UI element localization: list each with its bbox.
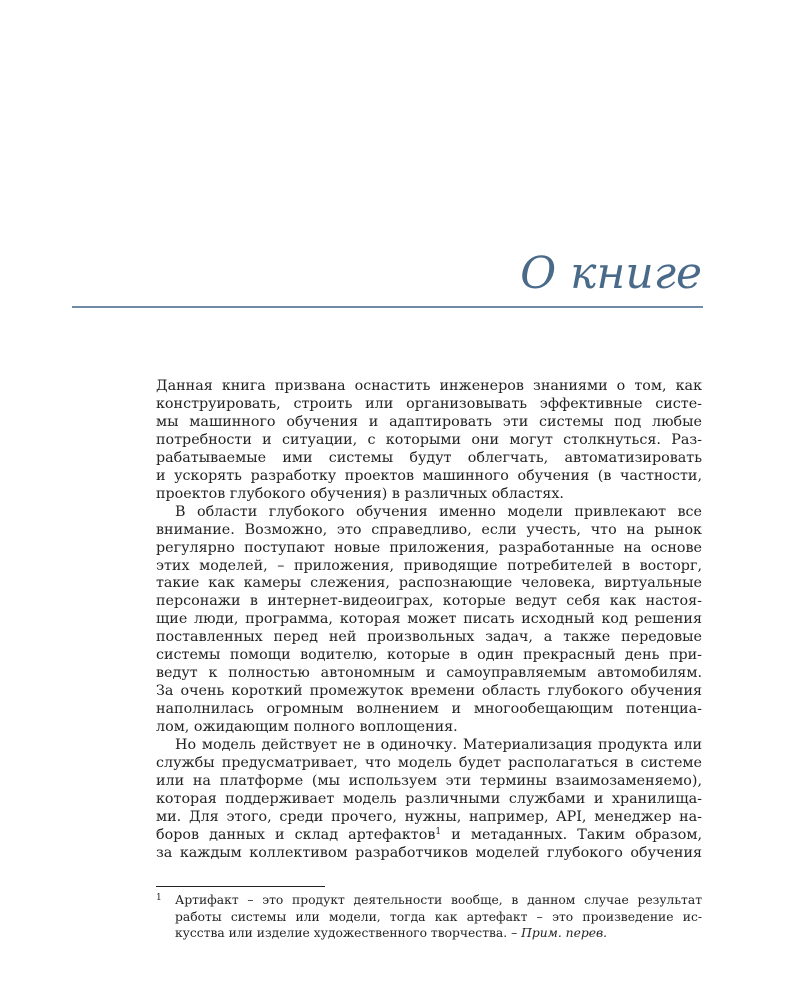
text-line: такие как камеры слежения, распознающие человека, виртуальные xyxy=(156,575,702,592)
text-line: рабатываемые ими системы будут облегчать, автоматизировать xyxy=(156,449,702,466)
text-segment: боров данных и склад артефактов xyxy=(156,826,436,843)
text-line: службы предусматривает, что модель будет располагаться в системе xyxy=(156,755,702,772)
footnote-text: кусства или изделие художественного творчества. – xyxy=(175,926,522,940)
text-line: этих моделей, – приложения, приводящие потребителей в восторг, xyxy=(156,557,702,574)
text-line: наполнилась огромным волнением и многообещающим потенциа- xyxy=(156,701,702,718)
text-line: персонажи в интернет-видеоиграх, которые ведут себя как настоя- xyxy=(156,593,702,610)
text-line: поставленных перед ней произвольных задач, а также передовые xyxy=(156,629,702,646)
text-line: за каждым коллективом разработчиков моделей глубокого обучения xyxy=(156,844,702,861)
text-line xyxy=(156,827,702,845)
text-line: системы помощи водителю, которые в один прекрасный день при- xyxy=(156,647,702,664)
footnote-line: Артифакт – это продукт деятельности вообще, в данном случае результат xyxy=(175,893,702,907)
footnote-reference: 1 xyxy=(435,826,442,837)
text-line: или на платформе (мы используем эти термины взаимозаменяемо), xyxy=(156,772,702,789)
footnote-line xyxy=(175,925,702,942)
footnote-divider xyxy=(156,886,325,887)
footnote xyxy=(156,892,702,942)
text-line: Но модель действует не в одиночку. Материализация продукта или xyxy=(175,737,702,754)
text-line: ми. Для этого, среди прочего, нужны, например, API, менеджер на- xyxy=(156,808,702,825)
footnote-body xyxy=(175,892,702,942)
text-line: и ускорять разработку проектов машинного обучения (в частности, xyxy=(156,467,702,484)
text-line: За очень короткий промежуток времени область глубокого обучения xyxy=(156,683,702,700)
text-line: потребности и ситуации, с которыми они могут столкнуться. Раз- xyxy=(156,431,702,448)
text-line: щие люди, программа, которая может писать исходный код решения xyxy=(156,611,702,628)
text-line: внимание. Возможно, это справедливо, если учесть, что на рынок xyxy=(156,521,702,538)
text-line: регулярно поступают новые приложения, разработанные на основе xyxy=(156,539,702,556)
text-line: В области глубокого обучения именно модели привлекают все xyxy=(175,503,702,520)
text-line: проектов глубокого обучения) в различных областях. xyxy=(156,485,564,502)
text-line: мы машинного обучения и адаптировать эти системы под любые xyxy=(156,413,702,430)
text-line: ведут к полностью автономным и самоуправляемым автомобилям. xyxy=(156,665,702,682)
text-line: лом, ожидающим полного воплощения. xyxy=(156,719,458,736)
chapter-title: О книге xyxy=(520,248,702,299)
text-line: которая поддерживает модель различными службами и хранилища- xyxy=(156,790,702,807)
translator-note: Прим. перев. xyxy=(521,926,608,940)
body-text xyxy=(156,378,702,863)
text-line: Данная книга призвана оснастить инженеров знаниями о том, как xyxy=(156,378,702,394)
text-line: конструировать, строить или организовывать эффективные систе- xyxy=(156,395,702,412)
title-rule xyxy=(72,306,703,308)
footnote-line: работы системы или модели, тогда как артефакт – это произведение ис- xyxy=(175,909,702,924)
footnote-number: 1 xyxy=(156,893,162,903)
text-segment: и метаданных. Таким образом, xyxy=(441,826,703,843)
